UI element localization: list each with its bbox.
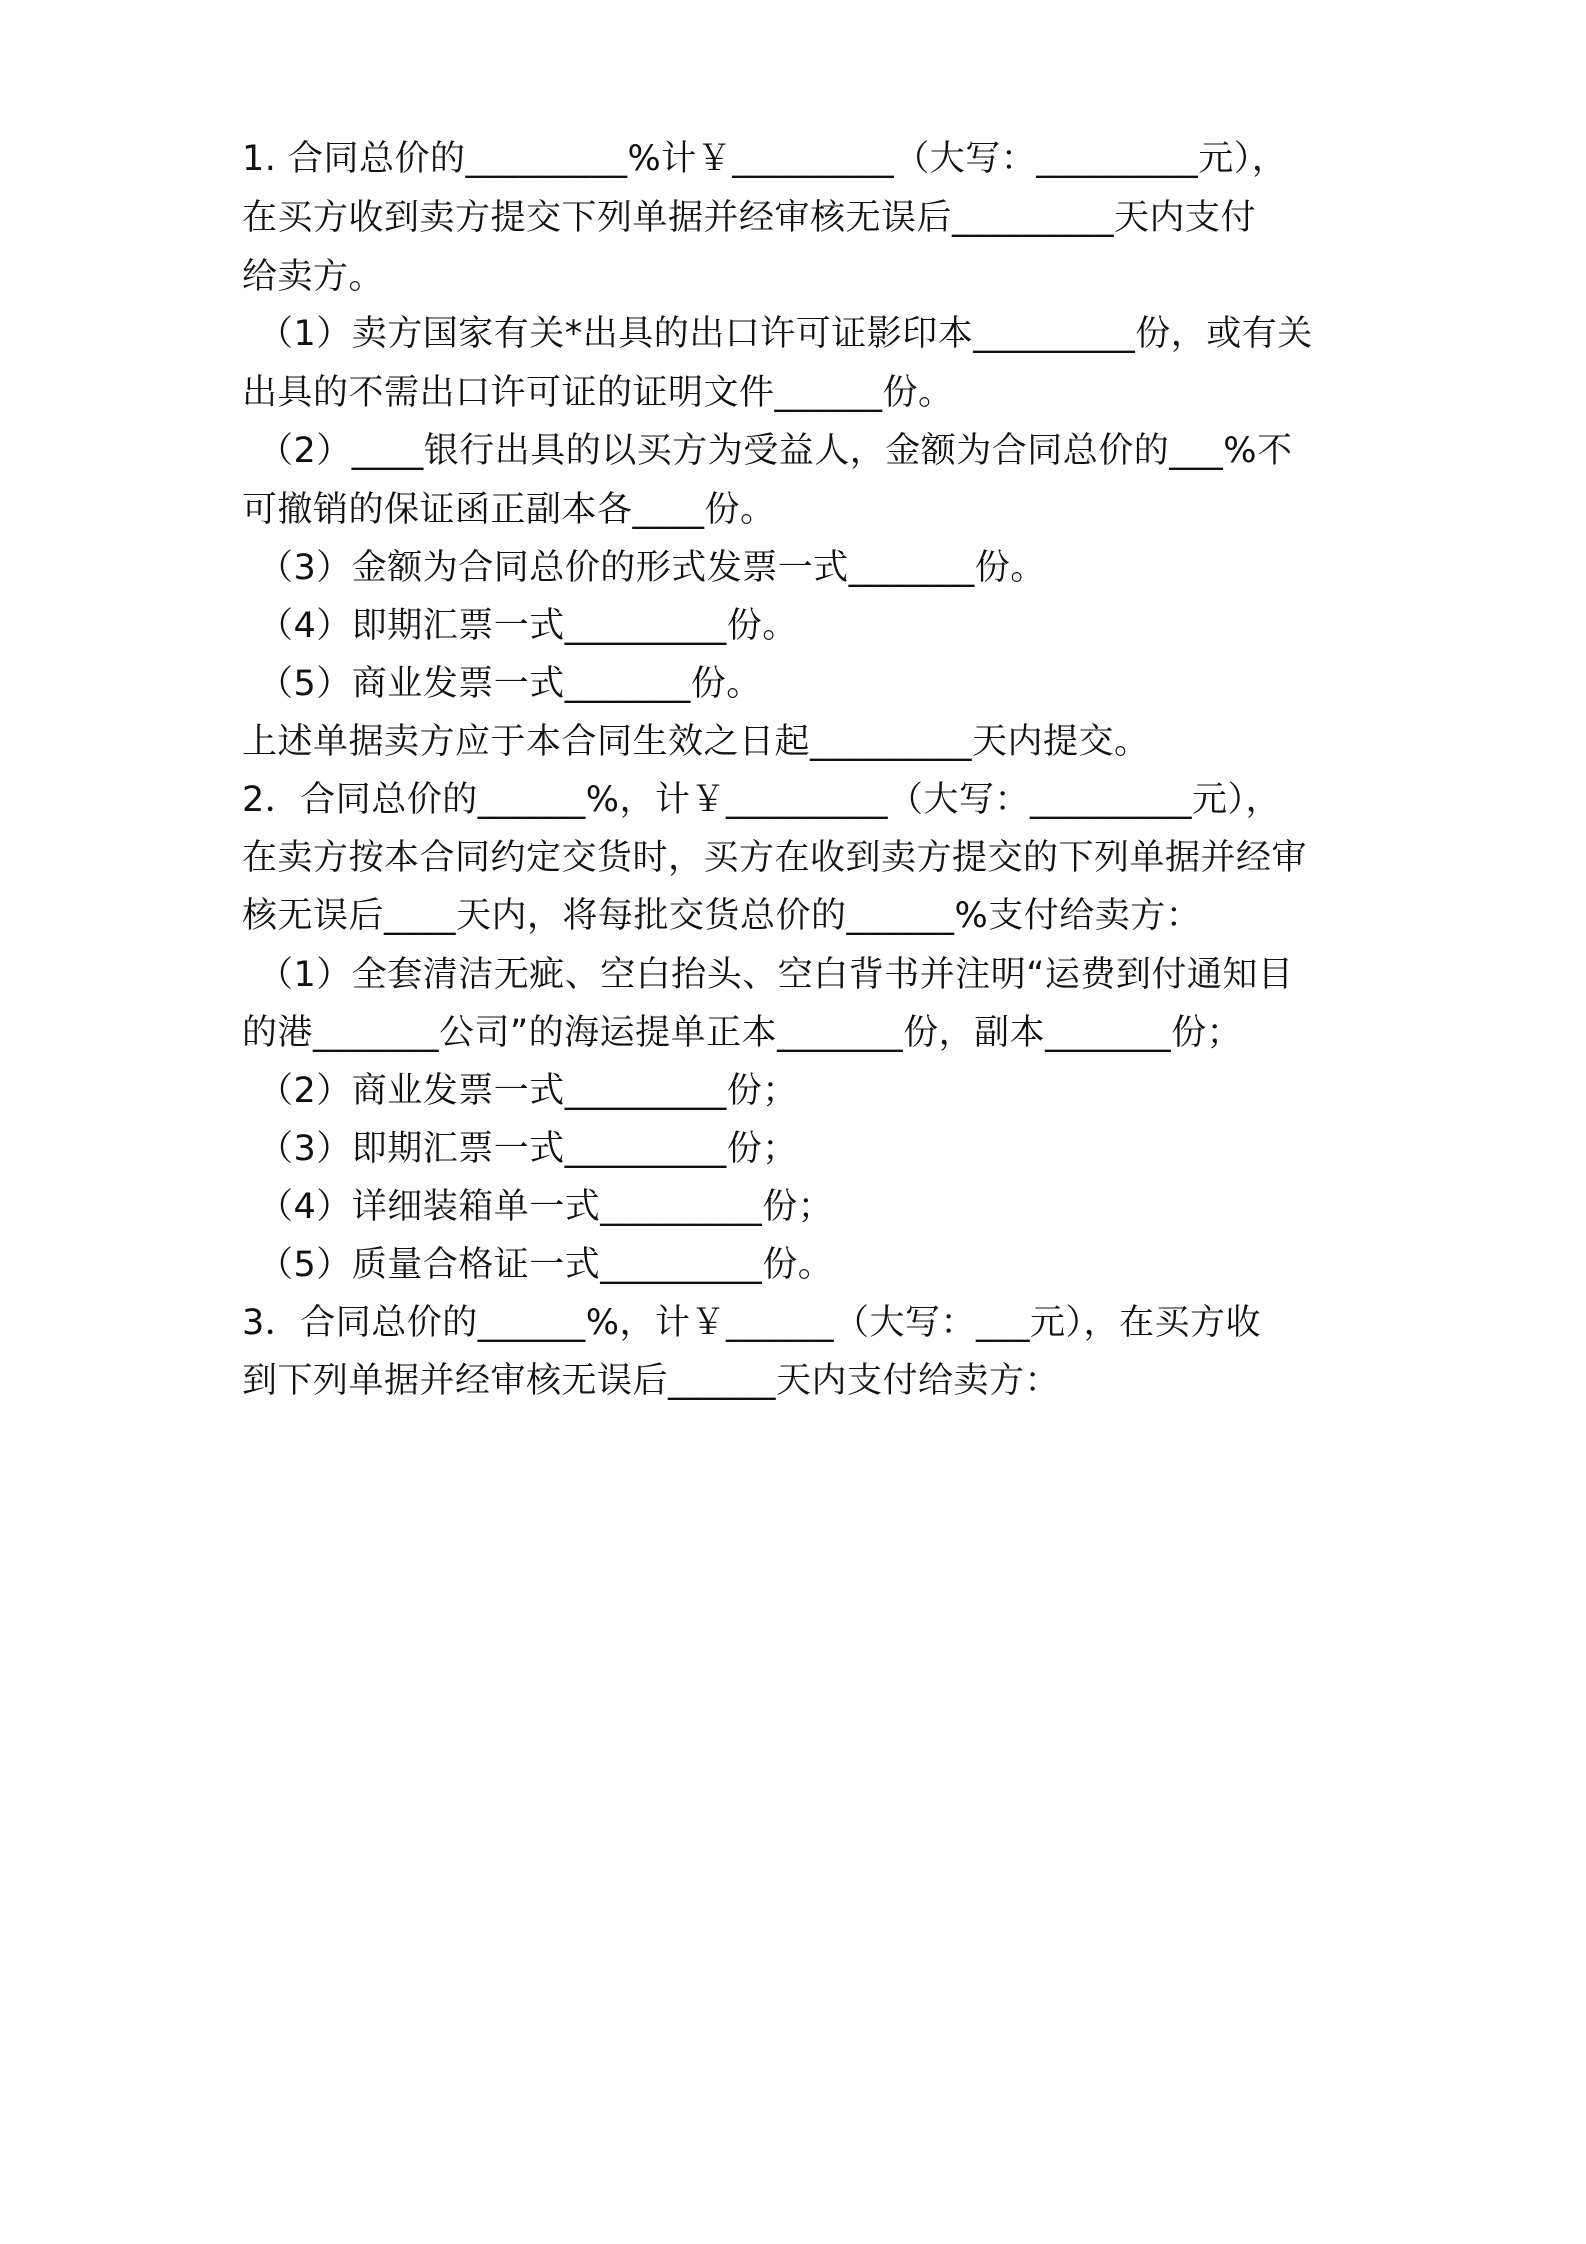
- text-line: （3）金额为合同总价的形式发票一式_______份。: [258, 548, 1046, 588]
- text-line: 1. 合同总价的_________%计￥_________（大写：_________元），: [242, 139, 1288, 179]
- text-line: 到下列单据并经审核无误后______天内支付给卖方：: [242, 1361, 1061, 1401]
- text-line: 在卖方按本合同约定交货时，买方在收到卖方提交的下列单据并经审: [242, 838, 1308, 878]
- text-line: （2）商业发票一式_________份；: [258, 1071, 798, 1111]
- text-line: 在买方收到卖方提交下列单据并经审核无误后_________天内支付: [242, 198, 1257, 238]
- text-line: （4）即期汇票一式_________份。: [258, 606, 798, 646]
- text-line: （2）____银行出具的以买方为受益人，金额为合同总价的___%不: [258, 431, 1293, 471]
- text-line: 出具的不需出口许可证的证明文件______份。: [242, 373, 954, 413]
- text-line: 上述单据卖方应于本合同生效之日起_________天内提交。: [242, 722, 1150, 762]
- text-line: （1）卖方国家有关*出具的出口许可证影印本_________份，或有关: [258, 314, 1313, 354]
- text-line: （5）质量合格证一式_________份。: [258, 1245, 834, 1285]
- text-line: 3．合同总价的______%，计￥______（大写：___元），在买方收: [242, 1303, 1262, 1343]
- text-line: 2．合同总价的______%，计￥_________（大写：_________元），: [242, 780, 1282, 820]
- text-line: （5）商业发票一式_______份。: [258, 664, 762, 704]
- text-line: （3）即期汇票一式_________份；: [258, 1129, 798, 1169]
- text-line: （4）详细装箱单一式_________份；: [258, 1187, 834, 1227]
- text-line: 可撤销的保证函正副本各____份。: [242, 490, 776, 530]
- text-line: （1）全套清洁无疵、空白抬头、空白背书并注明“运费到付通知目: [258, 955, 1294, 995]
- text-line: 给卖方。: [242, 257, 385, 297]
- text-line: 核无误后____天内，将每批交货总价的______%支付给卖方：: [242, 896, 1202, 936]
- text-line: 的港_______公司”的海运提单正本_______份，副本_______份；: [242, 1013, 1243, 1053]
